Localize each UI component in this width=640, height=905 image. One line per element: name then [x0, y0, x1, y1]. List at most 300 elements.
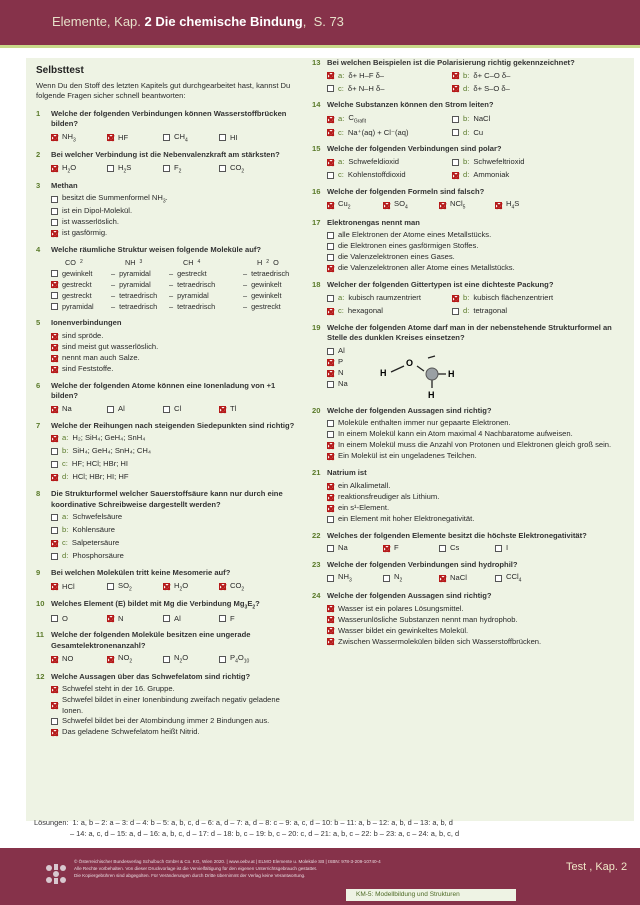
- dark-circle-atom: [426, 368, 438, 380]
- option[interactable]: [51, 132, 107, 144]
- checked-box[interactable]: [383, 202, 390, 209]
- atom-h-right: H: [447, 368, 455, 379]
- option[interactable]: [219, 132, 275, 144]
- checked-box[interactable]: [327, 605, 334, 612]
- checkbox[interactable]: [107, 406, 114, 413]
- option[interactable]: [327, 603, 628, 614]
- question-text-part: Welches Element (E) bildet mit Mg die Verbindung Mg: [51, 598, 245, 608]
- question-text-part: Welche Substanzen können den Strom leiten?: [327, 100, 494, 110]
- checkbox[interactable]: [327, 420, 334, 427]
- question-10: [36, 599, 298, 624]
- option[interactable]: [163, 404, 219, 415]
- option[interactable]: [51, 525, 176, 536]
- option[interactable]: [51, 364, 298, 375]
- option[interactable]: [439, 543, 495, 554]
- option-letter: a:: [338, 70, 345, 80]
- option-text: [473, 128, 483, 138]
- checkbox[interactable]: [163, 406, 170, 413]
- option[interactable]: [383, 199, 439, 211]
- checked-box[interactable]: [51, 435, 58, 442]
- option[interactable]: [452, 70, 577, 81]
- option[interactable]: [452, 157, 577, 168]
- option-letter: d:: [463, 170, 470, 180]
- option[interactable]: [327, 503, 628, 514]
- option-text-part: NO: [118, 653, 130, 663]
- checked-box[interactable]: [327, 442, 334, 449]
- option[interactable]: [495, 572, 551, 584]
- option-text: [338, 418, 511, 428]
- checkbox[interactable]: [163, 165, 170, 172]
- checkbox[interactable]: [383, 575, 390, 582]
- table-cell: [111, 301, 169, 312]
- head-subscript: 3: [139, 259, 143, 266]
- question-text: [51, 568, 230, 578]
- checkbox[interactable]: [327, 516, 334, 523]
- option[interactable]: [452, 113, 577, 125]
- checked-box[interactable]: [51, 406, 58, 413]
- option-text-part: NCl: [450, 199, 463, 209]
- option[interactable]: [327, 346, 348, 357]
- option[interactable]: [327, 241, 628, 252]
- question-23: [312, 560, 628, 585]
- checkbox[interactable]: [51, 292, 58, 299]
- checkbox[interactable]: [51, 219, 58, 226]
- option[interactable]: [163, 132, 219, 144]
- checked-box[interactable]: [327, 359, 334, 366]
- test-label: Test , Kap. 2: [566, 861, 628, 873]
- option[interactable]: [327, 625, 628, 636]
- option[interactable]: [51, 581, 107, 593]
- checked-box[interactable]: [383, 545, 390, 552]
- option[interactable]: [219, 581, 275, 593]
- option-letter: a:: [338, 113, 345, 123]
- option[interactable]: [51, 695, 298, 716]
- option[interactable]: [51, 217, 298, 228]
- checkbox[interactable]: [163, 615, 170, 622]
- option-text: [118, 653, 132, 665]
- checkbox[interactable]: [327, 254, 334, 261]
- option-text: [118, 614, 123, 624]
- option-text: [118, 163, 131, 175]
- table-cell: [111, 268, 169, 279]
- option-subscript: 4: [511, 204, 515, 211]
- checked-box[interactable]: [51, 344, 58, 351]
- option-text: [338, 451, 477, 461]
- option-text: [450, 543, 459, 553]
- question-11: [36, 630, 298, 665]
- checked-box[interactable]: [439, 575, 446, 582]
- cell-text: pyramidal: [119, 268, 151, 278]
- option[interactable]: [51, 404, 107, 415]
- question-number: 23: [312, 559, 321, 569]
- checked-box[interactable]: [219, 406, 226, 413]
- option-text: [338, 230, 491, 240]
- option[interactable]: [452, 83, 577, 94]
- checkbox[interactable]: [51, 448, 58, 455]
- option[interactable]: [219, 163, 275, 175]
- option[interactable]: [107, 163, 163, 175]
- option-text-part: δ+ N–H δ–: [347, 83, 385, 93]
- option-letter: a:: [62, 433, 69, 443]
- option-text-part: F: [394, 543, 399, 553]
- question-number: 19: [312, 322, 321, 332]
- checkbox[interactable]: [51, 270, 58, 277]
- option[interactable]: [452, 127, 577, 138]
- checked-box[interactable]: [327, 453, 334, 460]
- checked-box[interactable]: [495, 202, 502, 209]
- option[interactable]: [51, 459, 176, 470]
- option-text: [174, 614, 181, 624]
- bond-line: [428, 356, 435, 358]
- option-letter: a:: [62, 512, 69, 522]
- option[interactable]: [327, 440, 628, 451]
- option[interactable]: [51, 163, 107, 175]
- checked-box[interactable]: [51, 686, 58, 693]
- cell-text: gewinkelt: [62, 268, 93, 278]
- option[interactable]: [452, 306, 577, 317]
- option-text-part: NH: [338, 572, 349, 582]
- option[interactable]: [163, 613, 219, 624]
- checked-box[interactable]: [51, 134, 58, 141]
- option[interactable]: [107, 653, 163, 665]
- option[interactable]: [327, 636, 628, 647]
- checked-box[interactable]: [107, 134, 114, 141]
- option[interactable]: [107, 404, 163, 415]
- option-text-part: die Valenzelektronen eines Gases.: [338, 252, 455, 262]
- option-text-part: die Elektronen eines gasförmigen Stoffes.: [338, 241, 479, 251]
- option[interactable]: [327, 230, 628, 241]
- option-text: [394, 572, 402, 584]
- option[interactable]: [51, 551, 176, 562]
- checkbox[interactable]: [327, 575, 334, 582]
- option[interactable]: [327, 418, 628, 429]
- checked-box[interactable]: [51, 230, 58, 237]
- question-options: [312, 543, 628, 554]
- question-text: [51, 245, 261, 255]
- header-bar: [0, 0, 640, 48]
- question-text-part: Welche der folgenden Atome können eine Ionenladung von +1 bilden?: [51, 380, 276, 401]
- checked-box[interactable]: [327, 627, 334, 634]
- option[interactable]: [327, 451, 628, 462]
- table-cell: [169, 268, 243, 279]
- option-letter: b:: [463, 157, 470, 167]
- bond-line: [417, 366, 424, 371]
- question-17: [312, 218, 628, 274]
- question-text: [51, 630, 298, 651]
- option[interactable]: [327, 113, 452, 125]
- checked-box[interactable]: [327, 638, 334, 645]
- option[interactable]: [327, 252, 628, 263]
- question-9: [36, 568, 298, 593]
- option[interactable]: [327, 263, 628, 274]
- question-text-part: Welche der folgenden Atome darf man in der nebenstehende Strukturformel an Stelle des dunklen Kreises einsetzen?: [327, 322, 612, 343]
- checked-box[interactable]: [327, 494, 334, 501]
- option[interactable]: [452, 170, 577, 181]
- checkbox[interactable]: [327, 232, 334, 239]
- option-text: [348, 71, 384, 81]
- option-text-part: H: [118, 162, 124, 172]
- question-text: [51, 109, 298, 130]
- checkbox[interactable]: [495, 545, 502, 552]
- option[interactable]: [327, 199, 383, 211]
- option[interactable]: [495, 543, 551, 554]
- checkbox[interactable]: [219, 134, 226, 141]
- checked-box[interactable]: [219, 583, 226, 590]
- option-text: [230, 404, 236, 414]
- checkbox[interactable]: [51, 208, 58, 215]
- option[interactable]: [51, 331, 298, 342]
- option-text-part: alle Elektronen der Atome eines Metallstücks.: [338, 230, 492, 240]
- option[interactable]: [439, 572, 495, 584]
- option[interactable]: [219, 653, 275, 665]
- option[interactable]: [327, 170, 452, 181]
- option[interactable]: [51, 716, 298, 727]
- option[interactable]: [327, 368, 348, 379]
- option[interactable]: [51, 727, 298, 738]
- dash: –: [243, 301, 248, 311]
- checked-box[interactable]: [51, 165, 58, 172]
- table-cell[interactable]: [51, 290, 111, 301]
- option[interactable]: [383, 543, 439, 554]
- checkbox[interactable]: [327, 85, 334, 92]
- option[interactable]: [327, 306, 452, 317]
- checked-box[interactable]: [107, 656, 114, 663]
- question-number: 4: [36, 244, 41, 254]
- option-text: [473, 170, 509, 180]
- checkbox[interactable]: [327, 381, 334, 388]
- question-header: [312, 591, 628, 601]
- dash: –: [169, 290, 174, 300]
- option[interactable]: [107, 613, 163, 624]
- option[interactable]: [383, 572, 439, 584]
- question-text: [327, 280, 553, 290]
- option-text-part: P: [338, 356, 344, 366]
- checkbox[interactable]: [452, 159, 459, 166]
- option[interactable]: [327, 614, 628, 625]
- table-cell[interactable]: [51, 301, 111, 312]
- checkbox[interactable]: [107, 583, 114, 590]
- checkbox[interactable]: [327, 295, 334, 302]
- checked-box[interactable]: [51, 583, 58, 590]
- question-header: [312, 468, 628, 478]
- option-text: [348, 113, 366, 125]
- option[interactable]: [327, 543, 383, 554]
- option-letter: a:: [338, 292, 345, 302]
- option[interactable]: [327, 70, 452, 81]
- option-subscript: 3: [72, 137, 76, 144]
- checkbox[interactable]: [51, 527, 58, 534]
- checked-box[interactable]: [51, 281, 58, 288]
- question-number: 21: [312, 468, 321, 478]
- question-header: [312, 144, 628, 154]
- option[interactable]: [51, 538, 176, 549]
- option[interactable]: [163, 581, 219, 593]
- checkbox[interactable]: [107, 165, 114, 172]
- option-text: [62, 132, 76, 144]
- head-subscript: 2: [266, 259, 270, 266]
- checked-box[interactable]: [51, 729, 58, 736]
- option[interactable]: [51, 433, 176, 444]
- option-text: [473, 157, 524, 167]
- option[interactable]: [219, 613, 275, 624]
- question-3: [36, 181, 298, 239]
- option[interactable]: [327, 572, 383, 584]
- checked-box[interactable]: [439, 202, 446, 209]
- checkbox[interactable]: [495, 575, 502, 582]
- option[interactable]: [51, 193, 298, 205]
- checked-box[interactable]: [51, 355, 58, 362]
- checkbox[interactable]: [163, 134, 170, 141]
- option[interactable]: [51, 228, 298, 239]
- option[interactable]: [51, 613, 107, 624]
- cell-text: pyramidal: [62, 301, 94, 311]
- option-subscript: 3: [348, 577, 352, 584]
- checkbox[interactable]: [51, 718, 58, 725]
- checkbox[interactable]: [219, 165, 226, 172]
- option[interactable]: [107, 132, 163, 144]
- option[interactable]: [495, 199, 551, 211]
- option-text-part: Zwischen Wassermolekülen bilden sich Wasserstoffbrücken.: [338, 636, 542, 646]
- checkbox[interactable]: [327, 348, 334, 355]
- option[interactable]: [327, 514, 628, 525]
- option-text: [348, 157, 399, 167]
- checkbox[interactable]: [51, 615, 58, 622]
- option[interactable]: [327, 157, 452, 168]
- checkbox[interactable]: [327, 172, 334, 179]
- option[interactable]: [163, 653, 219, 665]
- checkbox[interactable]: [51, 461, 58, 468]
- question-number: 12: [36, 671, 45, 681]
- option-text: [62, 217, 119, 227]
- option-letter: c:: [338, 305, 344, 315]
- option[interactable]: [327, 429, 628, 440]
- option-subscript: 2: [178, 168, 182, 175]
- checked-box[interactable]: [327, 308, 334, 315]
- checkbox[interactable]: [452, 129, 459, 136]
- option[interactable]: [51, 653, 107, 665]
- question-number: 2: [36, 150, 41, 160]
- checkbox[interactable]: [51, 553, 58, 560]
- cell-text: tetraedrisch: [177, 301, 216, 311]
- question-text: [327, 187, 484, 197]
- option-subscript: 2: [241, 586, 245, 593]
- table-cell: [243, 279, 303, 290]
- checkbox[interactable]: [452, 116, 459, 123]
- option-text: [72, 538, 119, 548]
- option-text-part: tetragonal: [473, 305, 508, 315]
- option[interactable]: [51, 342, 298, 353]
- checked-box[interactable]: [51, 656, 58, 663]
- head-text: H: [257, 257, 263, 267]
- option-text-part: δ+ H–F δ–: [348, 70, 385, 80]
- checkbox[interactable]: [163, 656, 170, 663]
- option[interactable]: [51, 206, 298, 217]
- checked-box[interactable]: [452, 85, 459, 92]
- checked-box[interactable]: [51, 333, 58, 340]
- question-text: [327, 144, 502, 154]
- checked-box[interactable]: [51, 540, 58, 547]
- table-head: [51, 257, 111, 268]
- option[interactable]: [163, 163, 219, 175]
- option-text: [72, 551, 124, 561]
- option[interactable]: [452, 293, 577, 304]
- option-letter: c:: [338, 127, 344, 137]
- table-cell: [243, 301, 303, 312]
- checked-box[interactable]: [51, 474, 58, 481]
- checkbox[interactable]: [327, 431, 334, 438]
- option[interactable]: [327, 127, 452, 138]
- checked-box[interactable]: [327, 129, 334, 136]
- checked-box[interactable]: [163, 583, 170, 590]
- checkbox[interactable]: [439, 545, 446, 552]
- checked-box[interactable]: [327, 265, 334, 272]
- checkbox[interactable]: [327, 243, 334, 250]
- checkbox[interactable]: [51, 303, 58, 310]
- checkbox[interactable]: [219, 615, 226, 622]
- checked-box[interactable]: [327, 483, 334, 490]
- option-text-part: Ammoniak: [473, 170, 510, 180]
- checked-box[interactable]: [327, 202, 334, 209]
- option-subscript: 2: [129, 658, 133, 665]
- option[interactable]: [327, 492, 628, 503]
- checkbox[interactable]: [327, 545, 334, 552]
- option-subscript: 2: [179, 658, 183, 665]
- option[interactable]: [51, 472, 176, 483]
- option[interactable]: [51, 684, 298, 695]
- question-options: [312, 572, 628, 584]
- checked-box[interactable]: [51, 702, 58, 709]
- option[interactable]: [107, 581, 163, 593]
- option[interactable]: [51, 353, 298, 364]
- checked-box[interactable]: [107, 615, 114, 622]
- question-header: [36, 599, 298, 611]
- option-text-part: ist ein Dipol-Molekül.: [62, 206, 133, 216]
- checkbox[interactable]: [452, 308, 459, 315]
- checked-box[interactable]: [327, 159, 334, 166]
- checked-box[interactable]: [51, 366, 58, 373]
- option[interactable]: [327, 83, 452, 94]
- checked-box[interactable]: [452, 172, 459, 179]
- option-text-part: N: [118, 613, 124, 623]
- checkbox[interactable]: [51, 196, 58, 203]
- checked-box[interactable]: [327, 370, 334, 377]
- table-cell[interactable]: [51, 268, 111, 279]
- question-16: [312, 187, 628, 212]
- checked-box[interactable]: [327, 616, 334, 623]
- checkbox[interactable]: [51, 514, 58, 521]
- option[interactable]: [327, 293, 452, 304]
- checkbox[interactable]: [219, 656, 226, 663]
- option-text-part: HF; HCl; HBr; HI: [71, 459, 129, 469]
- option[interactable]: [51, 512, 176, 523]
- option-text-part: Schwefeldioxid: [348, 157, 399, 167]
- option[interactable]: [51, 446, 176, 457]
- checked-box[interactable]: [452, 295, 459, 302]
- checked-box[interactable]: [327, 505, 334, 512]
- cell-text: gewinkelt: [251, 290, 282, 300]
- question-text: [327, 591, 492, 601]
- checked-box[interactable]: [327, 72, 334, 79]
- option[interactable]: [439, 199, 495, 211]
- option[interactable]: [327, 357, 348, 368]
- option[interactable]: [327, 481, 628, 492]
- table-cell[interactable]: [51, 279, 111, 290]
- checked-box[interactable]: [327, 116, 334, 123]
- option[interactable]: [219, 404, 275, 415]
- checked-box[interactable]: [452, 72, 459, 79]
- option[interactable]: [327, 379, 348, 390]
- dash: –: [111, 301, 116, 311]
